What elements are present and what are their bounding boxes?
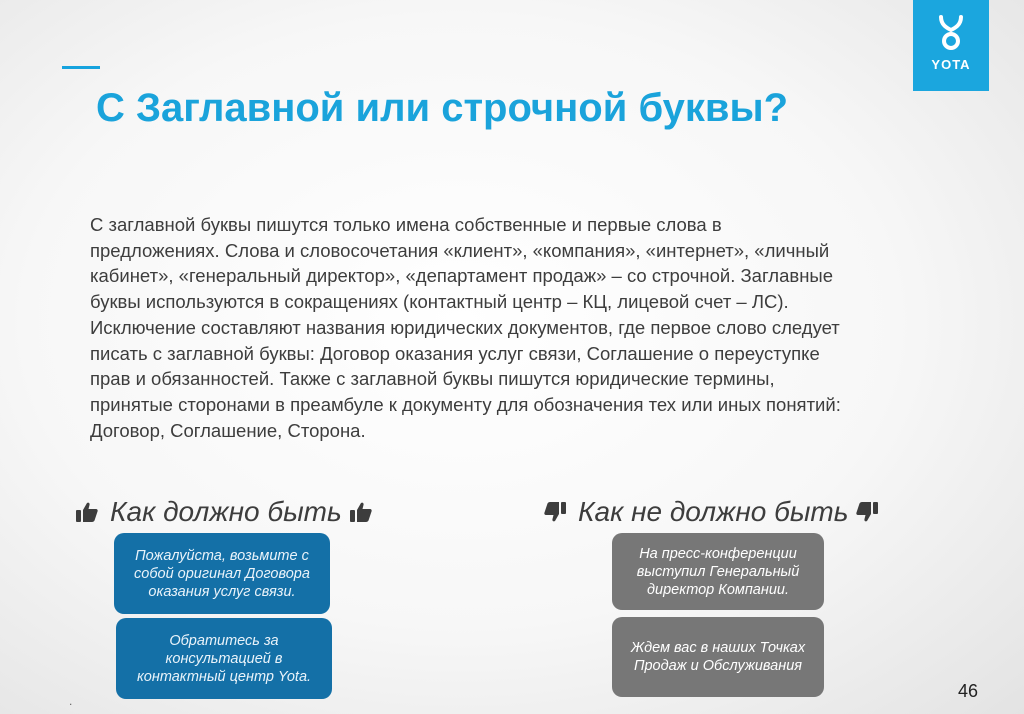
bad-heading	[544, 496, 878, 528]
bad-example-2-text: Ждем вас в наших Точках Продаж и Обслуживания	[630, 640, 806, 674]
footer-dot: .	[69, 694, 73, 708]
bad-example-1	[612, 533, 824, 610]
bad-heading-label: Как не должно быть	[578, 496, 849, 527]
good-example-1	[114, 533, 330, 614]
good-example-1-text: Пожалуйста, возьмите с собой оригинал Договора оказания услуг связи.	[134, 547, 310, 600]
slide-title: С Заглавной или строчной буквы?	[96, 86, 789, 130]
bad-example-1-text: На пресс-конференции выступил Генеральный директор Компании.	[636, 545, 800, 598]
yota-logo	[913, 0, 989, 91]
body-text	[90, 212, 850, 443]
thumbs-down-icon	[544, 502, 566, 522]
bad-example-2	[612, 617, 824, 697]
good-heading-label: Как должно быть	[110, 496, 342, 527]
good-example-2	[116, 618, 332, 699]
thumbs-up-icon	[76, 502, 98, 522]
page-number: 46	[958, 681, 979, 701]
good-example-2-text: Обратитесь за консультацией в контактный центр Yota.	[136, 632, 312, 685]
good-heading	[76, 496, 372, 528]
paragraph-rule: С заглавной буквы пишутся только имена собственные и первые слова в предложениях. Слова и словосочетания «клиент», «компания», «интернет», «личный кабинет», «генеральный директор», «департамент продаж» – со строчной. Заглавные буквы используются в сокращениях (контактный центр – КЦ, лицевой счет – ЛС).	[90, 214, 834, 313]
logo-text: YOTA	[931, 57, 971, 72]
thumbs-down-icon	[856, 502, 878, 522]
title-accent-line	[62, 66, 100, 69]
thumbs-up-icon	[350, 502, 372, 522]
paragraph-exception: Исключение составляют названия юридических документов, где первое слово следует писать с заглавной буквы: Договор оказания услуг связи, Соглашение о переуступке прав и обязанностей. Также с заглавной буквы пишутся юридические термины, принятые сторонами в преамбуле к документу для обозначения тех или иных понятий: Договор, Соглашение, Сторона.	[90, 316, 841, 441]
yota-logo-icon	[936, 15, 966, 51]
